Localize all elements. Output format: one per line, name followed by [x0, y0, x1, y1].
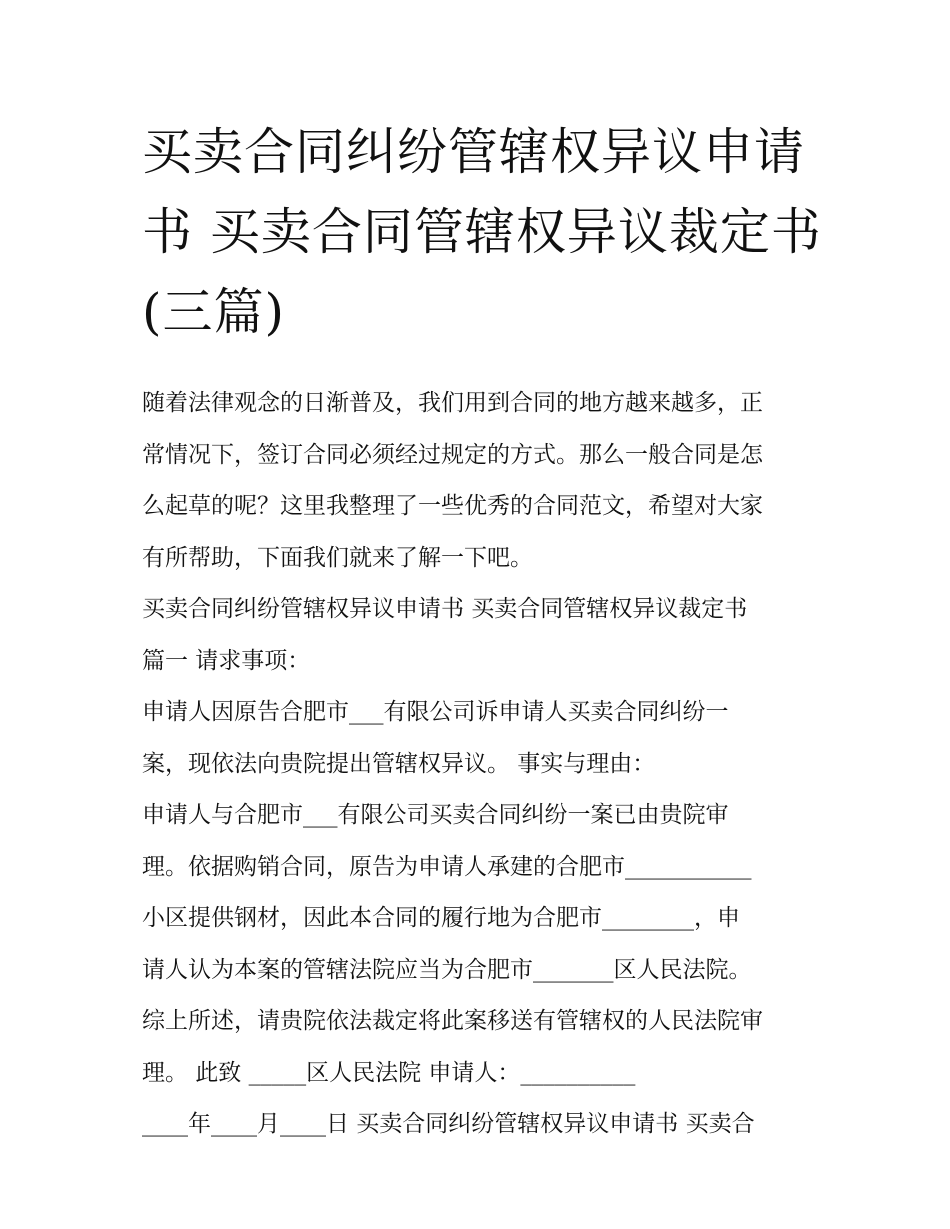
- title-line-3: (三篇): [142, 283, 286, 341]
- body-line-14: 理。 此致 _____区人民法院 申请人：__________: [142, 1059, 636, 1086]
- body-line-1: 随着法律观念的日渐普及，我们用到合同的地方越来越多，正: [142, 390, 763, 416]
- body-line-9: 申请人与合肥市___有限公司买卖合同纠纷一案已由贵院审: [142, 802, 729, 828]
- body-line-8: 案，现依法向贵院提出管辖权异议。 事实与理由：: [142, 750, 656, 777]
- document-page: [142, 112, 822, 1151]
- body-line-5: 买卖合同纠纷管辖权异议申请书 买卖合同管辖权异议裁定书: [142, 596, 748, 622]
- body-line-11: 小区提供钢材，因此本合同的履行地为合肥市________，申: [142, 905, 740, 931]
- document-body: [142, 378, 822, 1151]
- body-line-10: 理。依据购销合同，原告为申请人承建的合肥市___________: [142, 853, 752, 880]
- body-line-7: 申请人因原告合肥市___有限公司诉申请人买卖合同纠纷一: [142, 699, 729, 725]
- title-line-1: 买卖合同纠纷管辖权异议申请: [142, 123, 805, 181]
- body-line-13: 综上所述，请贵院依法裁定将此案移送有管辖权的人民法院审: [142, 1008, 763, 1034]
- body-line-2: 常情况下，签订合同必须经过规定的方式。那么一般合同是怎: [142, 441, 763, 468]
- body-line-15: ____年____月____日 买卖合同纠纷管辖权异议申请书 买卖合: [142, 1111, 755, 1137]
- body-line-3: 么起草的呢？这里我整理了一些优秀的合同范文，希望对大家: [142, 493, 763, 519]
- body-line-4: 有所帮助，下面我们就来了解一下吧。: [142, 544, 533, 571]
- body-line-6: 篇一 请求事项：: [142, 647, 311, 674]
- body-line-12: 请人认为本案的管辖法院应当为合肥市_______区人民法院。: [142, 956, 752, 983]
- title-line-2: 书 买卖合同管辖权异议裁定书: [142, 203, 822, 261]
- document-title: [142, 112, 822, 352]
